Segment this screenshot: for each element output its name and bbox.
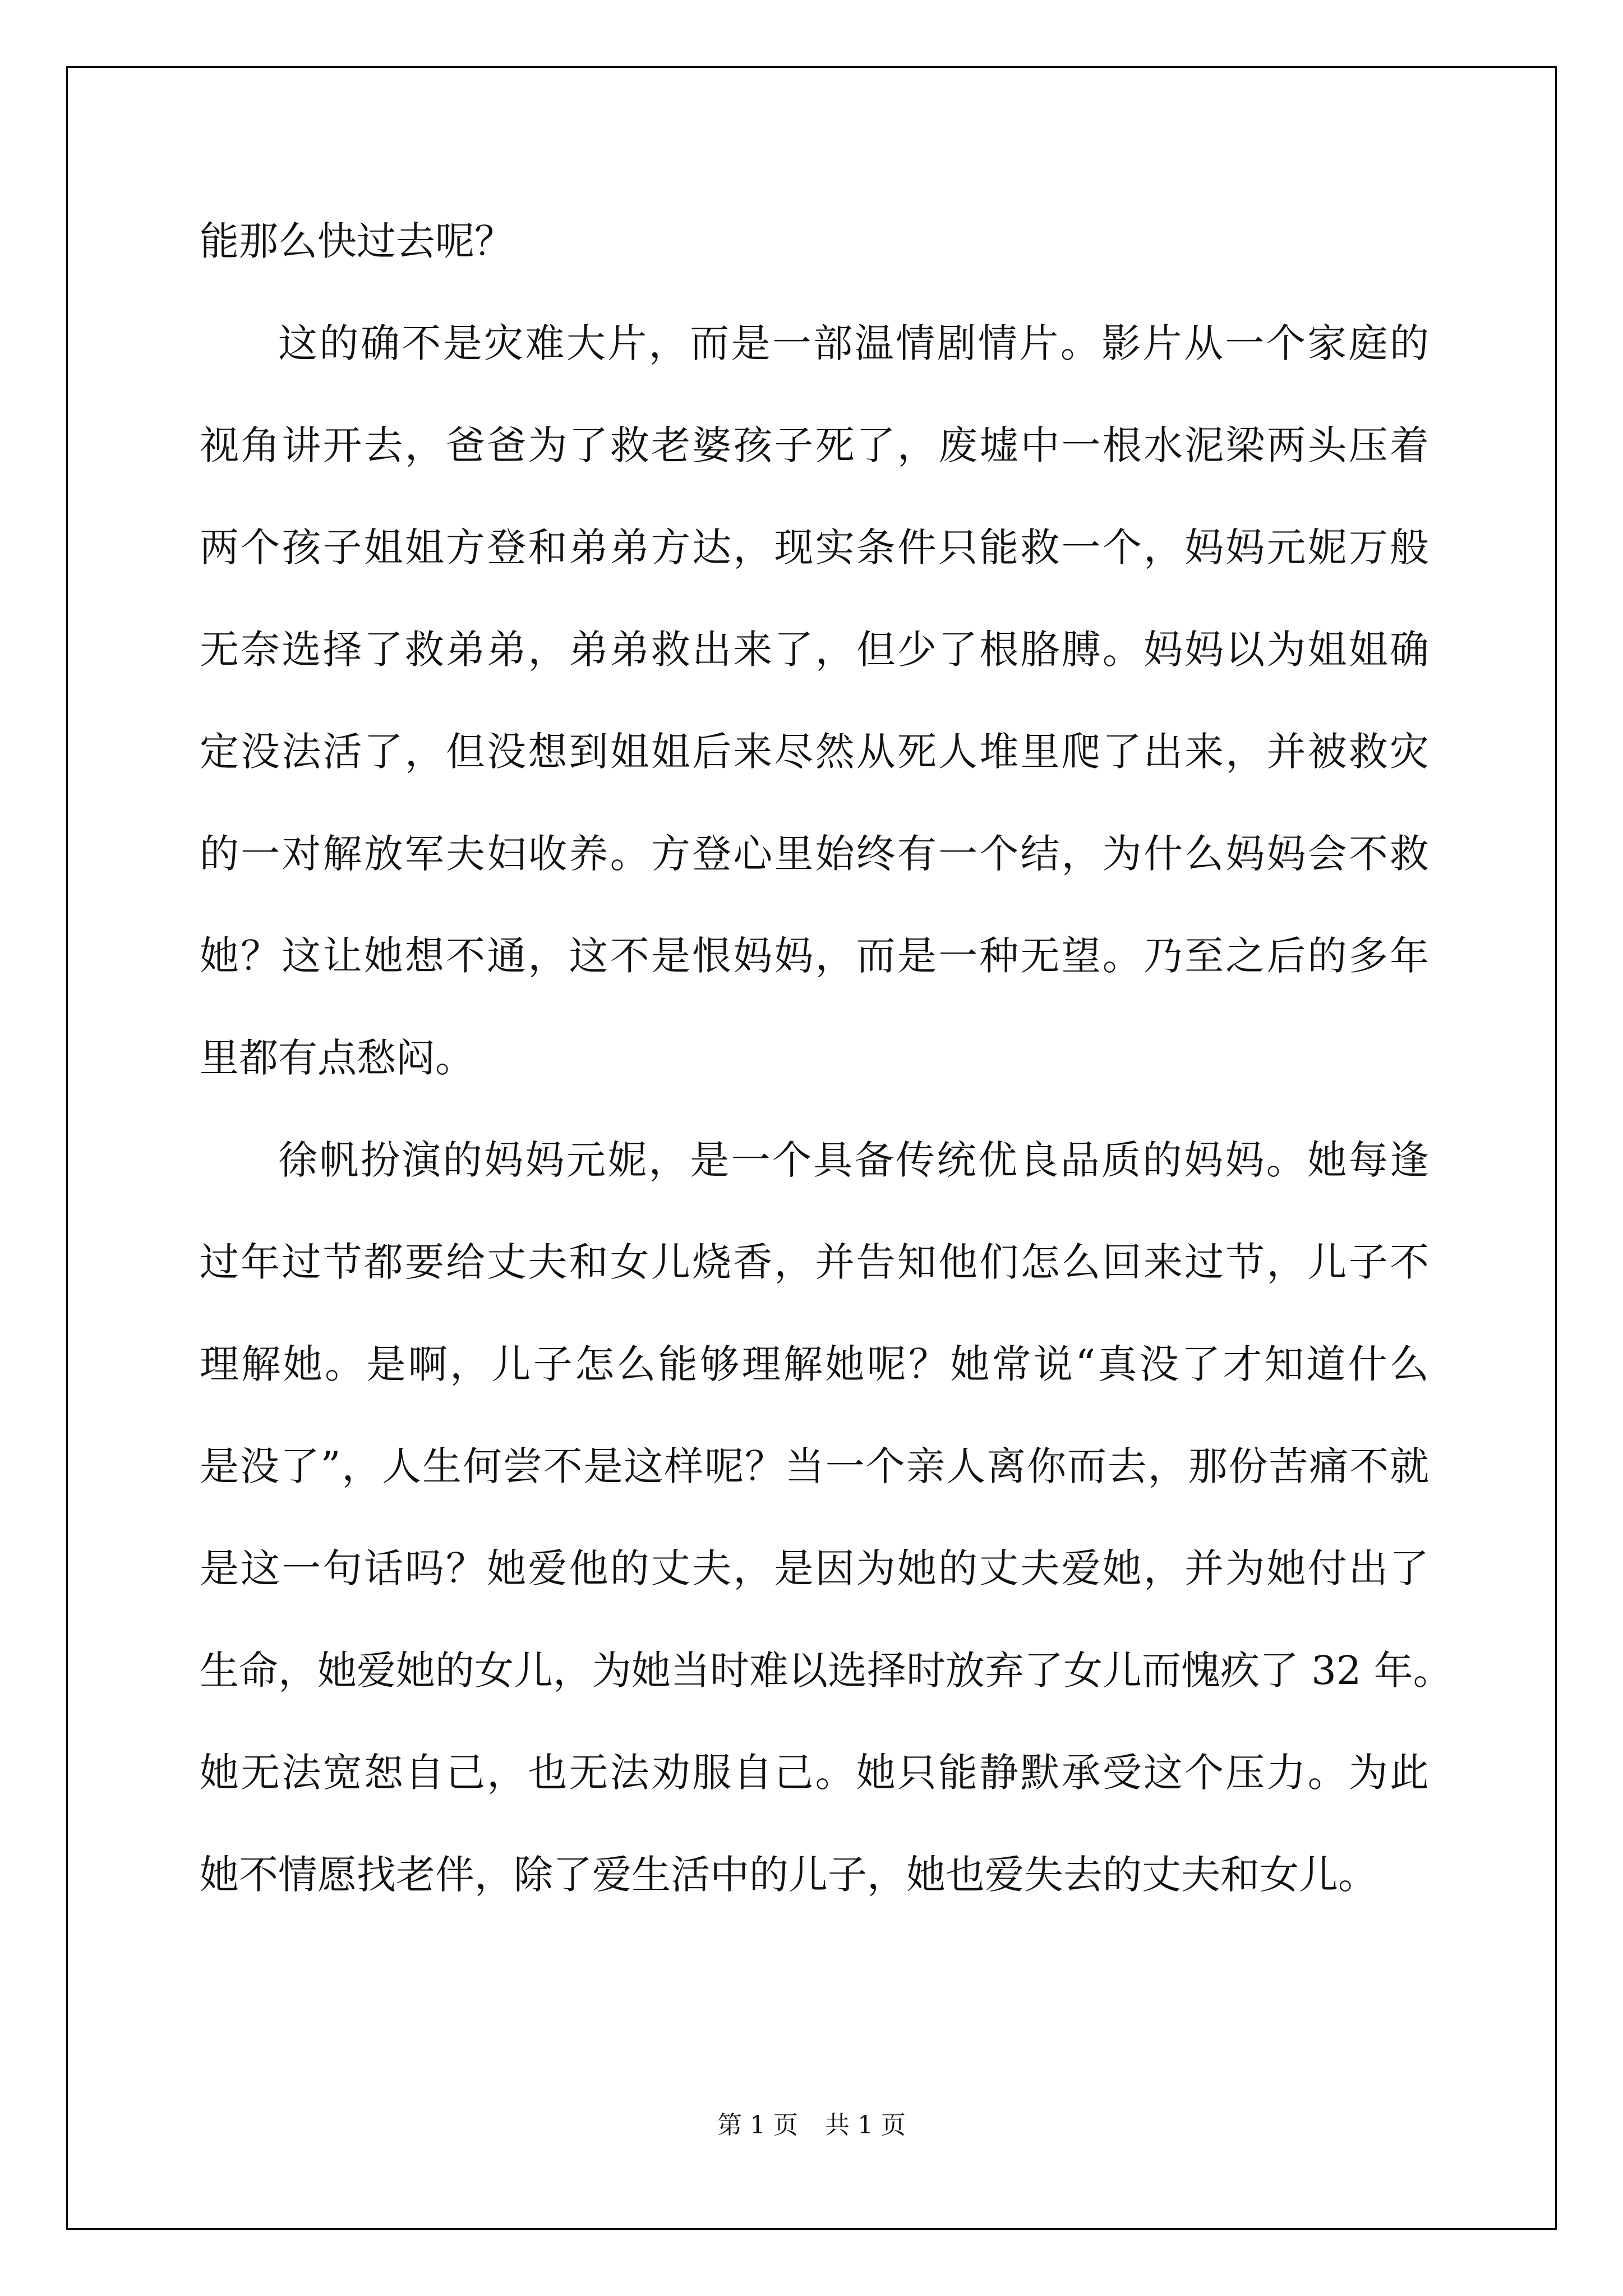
document-body — [200, 208, 1453, 1943]
text-line: 是没了”，人生何尝不是这样呢？当一个亲人离你而去，那份苦痛不就 — [200, 1443, 1429, 1489]
text-line: 能那么快过去呢？ — [200, 218, 514, 264]
text-line: 的一对解放军夫妇收养。方登心里始终有一个结，为什么妈妈会不救 — [200, 831, 1429, 877]
page-number: 第 1 页 — [717, 2111, 798, 2139]
text-line: 无奈选择了救弟弟，弟弟救出来了，但少了根胳膊。妈妈以为姐姐确 — [200, 627, 1429, 673]
page-total: 共 1 页 — [825, 2111, 906, 2139]
text-line: 她不情愿找老伴，除了爱生活中的儿子，她也爱失去的丈夫和女儿。 — [200, 1852, 1377, 1898]
text-line: 定没法活了，但没想到姐姐后来尽然从死人堆里爬了出来，并被救灾 — [200, 729, 1429, 775]
text-line: 她无法宽恕自己，也无法劝服自己。她只能静默承受这个压力。为此 — [200, 1750, 1429, 1796]
text-line: 视角讲开去，爸爸为了救老婆孩子死了，废墟中一根水泥梁两头压着 — [200, 422, 1429, 468]
text-line: 她？这让她想不通，这不是恨妈妈，而是一种无望。乃至之后的多年 — [200, 933, 1429, 979]
page-footer — [0, 2105, 1623, 2141]
text-line: 过年过节都要给丈夫和女儿烧香，并告知他们怎么回来过节，儿子不 — [200, 1239, 1429, 1285]
text-line: 生命，她爱她的女儿，为她当时难以选择时放弃了女儿而愧疚了 32 年。 — [200, 1648, 1453, 1694]
text-line: 两个孩子姐姐方登和弟弟方达，现实条件只能救一个，妈妈元妮万般 — [200, 524, 1429, 570]
text-line: 是这一句话吗？她爱他的丈夫，是因为她的丈夫爱她，并为她付出了 — [200, 1545, 1429, 1591]
text-line: 理解她。是啊，儿子怎么能够理解她呢？她常说“真没了才知道什么 — [200, 1341, 1429, 1387]
text-line: 这的确不是灾难大片，而是一部温情剧情片。影片从一个家庭的 — [278, 320, 1429, 366]
text-line: 里都有点愁闷。 — [200, 1035, 474, 1081]
text-line: 徐帆扮演的妈妈元妮，是一个具备传统优良品质的妈妈。她每逢 — [278, 1137, 1429, 1183]
